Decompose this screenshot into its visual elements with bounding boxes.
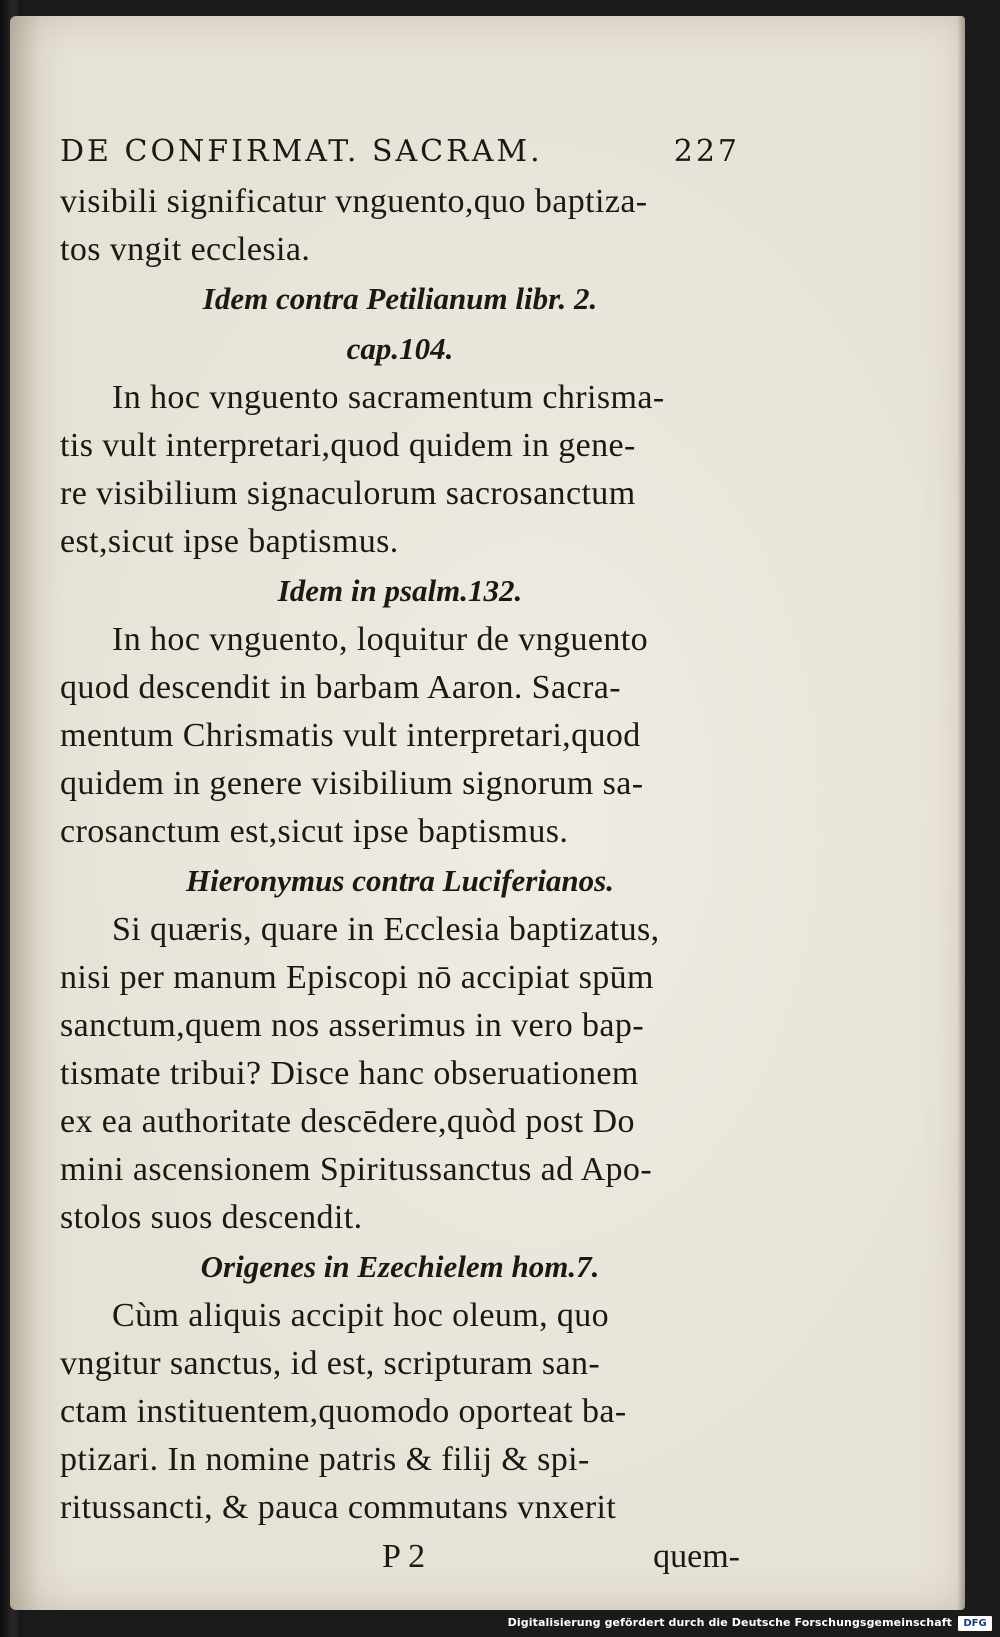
text-line: tis vult interpretari,quod quidem in gene- [60, 427, 636, 464]
text-line: sanctum,quem nos asserimus in vero bap- [60, 1007, 645, 1044]
text-line: quidem in genere visibilium signorum sa- [60, 765, 644, 802]
text-line: Cùm aliquis accipit hoc oleum, quo [112, 1297, 610, 1334]
page-footer [60, 1532, 740, 1582]
running-header [60, 134, 740, 178]
page-number: 227 [673, 134, 740, 169]
page-text [60, 134, 740, 1582]
text-line: ptizari. In nomine patris & filij & spi- [60, 1441, 590, 1478]
text-line: ritussancti, & pauca commutans vnxerit [60, 1489, 617, 1526]
dfg-logo: DFG [958, 1616, 992, 1631]
section-heading: Idem in psalm.132. [277, 573, 523, 608]
text-line: Si quæris, quare in Ecclesia baptizatus, [112, 911, 660, 948]
text-line: vngitur sanctus, id est, scripturam san- [60, 1345, 601, 1382]
text-line: mini ascensionem Spiritussanctus ad Apo- [60, 1151, 653, 1188]
section-heading: Hieronymus contra Luciferianos. [185, 863, 614, 898]
text-line: In hoc vnguento, loquitur de vnguento [112, 621, 649, 658]
text-line: ex ea authoritate descēdere,quòd post Do [60, 1103, 635, 1140]
text-line: re visibilium signaculorum sacrosanctum [60, 475, 636, 512]
text-line: nisi per manum Episcopi nō accipiat spūm [60, 959, 654, 996]
catchword: quem- [653, 1538, 740, 1575]
section-heading: Origenes in Ezechielem hom.7. [200, 1249, 600, 1284]
section-heading: cap.104. [346, 331, 454, 366]
signature-mark: P 2 [382, 1538, 426, 1575]
text-line: crosanctum est,sicut ipse baptismus. [60, 813, 569, 850]
text-line: est,sicut ipse baptismus. [60, 523, 399, 560]
text-line: mentum Chrismatis vult interpretari,quod [60, 717, 641, 754]
section-heading: Idem contra Petilianum libr. 2. [202, 281, 598, 316]
text-line: In hoc vnguento sacramentum chrisma- [112, 379, 665, 416]
body-text [60, 178, 740, 1532]
text-line: quod descendit in barbam Aaron. Sacra- [60, 669, 621, 706]
digitization-credit: Digitalisierung gefördert durch die Deutsche Forschungsgemeinschaft [507, 1616, 952, 1629]
text-line: stolos suos descendit. [60, 1199, 363, 1236]
text-line: tos vngit ecclesia. [60, 231, 311, 268]
text-line: tismate tribui? Disce hanc obseruationem [60, 1055, 639, 1092]
book-page [10, 16, 965, 1610]
text-line: ctam instituentem,quomodo oporteat ba- [60, 1393, 627, 1430]
text-line: visibili significatur vnguento,quo baptiza- [60, 183, 648, 220]
page-edge-shadow [957, 16, 965, 1610]
running-title: DE CONFIRMAT. SACRAM. [60, 134, 543, 169]
